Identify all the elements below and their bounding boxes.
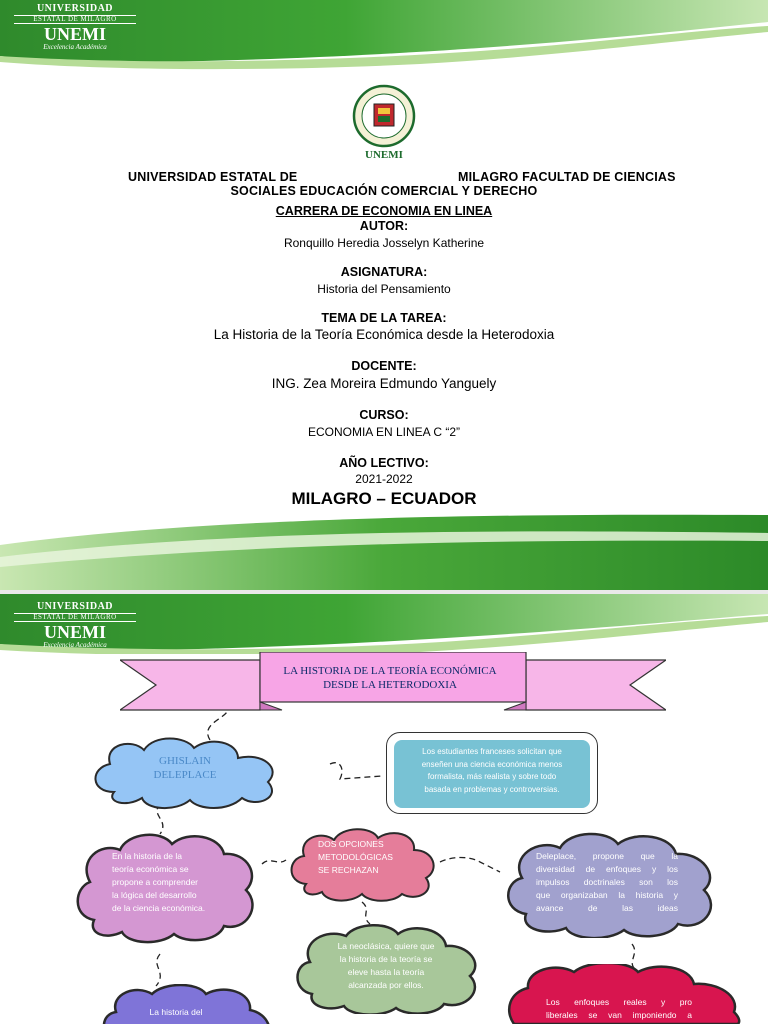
cloud-deleplace-text: Deleplace, propone que la diversidad de enfoques y los impulsos doctrinales son los que organizaban la historia y avance de las ideas: [536, 851, 678, 913]
author-label: AUTOR:: [359, 219, 409, 233]
unemi-logo: UNIVERSIDAD ESTATAL DE MILAGRO UNEMI Excelencia Académica: [14, 602, 136, 648]
cloud-pink-text: En la historia de la teoría económica se propone a comprender la lógica del desarrollo de la ciencia económica.: [112, 851, 206, 913]
topic-label: TEMA DE LA TAREA:: [321, 311, 447, 325]
cloud-ghislain-text: GHISLAIN DELEPLACE: [153, 755, 217, 781]
footer-wave: [0, 505, 768, 590]
cloud-history-text: La historia del: [149, 1007, 203, 1017]
topic-value: La Historia de la Teoría Económica desde la Heterodoxia: [213, 327, 555, 342]
year-value: 2021-2022: [355, 472, 413, 486]
subject-label: ASIGNATURA:: [340, 265, 428, 279]
title-line-2: SOCIALES EDUCACIÓN COMERCIAL Y DERECHO: [230, 184, 538, 198]
cloud-options-text: DOS OPCIONES METODOLÓGICAS SE RECHAZAN: [318, 839, 393, 875]
title-slide: UNIVERSIDAD ESTATAL DE MILAGRO UNEMI Excelencia Académica UNEMI UNIVERSIDAD ESTATAL DE MILAGRO FACULTAD DE CIENCIAS SOCIALES EDUCACIÓN COMERCIAL Y DERECHO CARRERA DE ECONOMIA EN LINEA AUTOR: Ronquillo Heredia Josselyn Katherine ASIGNATURA: Historia del Pensamiento TEMA DE LA TAREA: La Historia de la Teoría Económica desde la Heterodoxia DOCENTE: ING. Zea Moreira Edmundo Yanguely CURSO: ECONOMIA EN LINEA C “2” AÑO LECTIVO: 2021-2022 MILAGRO – ECUADOR: [0, 0, 768, 590]
author-value: Ronquillo Heredia Josselyn Katherine: [283, 236, 485, 250]
unemi-logo: UNIVERSIDAD ESTATAL DE MILAGRO UNEMI Excelencia Académica: [14, 4, 136, 50]
course-label: CURSO:: [359, 408, 409, 422]
banner-title: LA HISTORIA DE LA TEORÍA ECONÓMICA DESDE LA HETERODOXIA: [283, 665, 497, 691]
concept-map-slide: [0, 594, 768, 1024]
year-label: AÑO LECTIVO:: [339, 456, 429, 470]
students-box-text: Los estudiantes franceses solicitan que enseñen una ciencia económica menos formalista, más realista y sobre todo basada en problemas y controversias.: [421, 747, 563, 794]
cloud-enfoques-text: Los enfoques reales y pro liberales se van imponiendo a: [546, 997, 692, 1020]
career-label: CARRERA DE ECONOMIA EN LINEA: [275, 204, 493, 218]
teacher-value: ING. Zea Moreira Edmundo Yanguely: [271, 376, 497, 391]
place-title: MILAGRO – ECUADOR: [291, 489, 477, 508]
university-seal-icon: [342, 82, 426, 164]
seal-text: UNEMI: [365, 149, 403, 161]
course-value: ECONOMIA EN LINEA C “2”: [307, 425, 461, 439]
subject-value: Historia del Pensamiento: [317, 282, 451, 296]
teacher-label: DOCENTE:: [351, 359, 417, 373]
cloud-neoclassic-text: La neoclásica, quiere que la historia de la teoría se eleve hasta la teoría alcanzada por ellos.: [337, 941, 435, 990]
